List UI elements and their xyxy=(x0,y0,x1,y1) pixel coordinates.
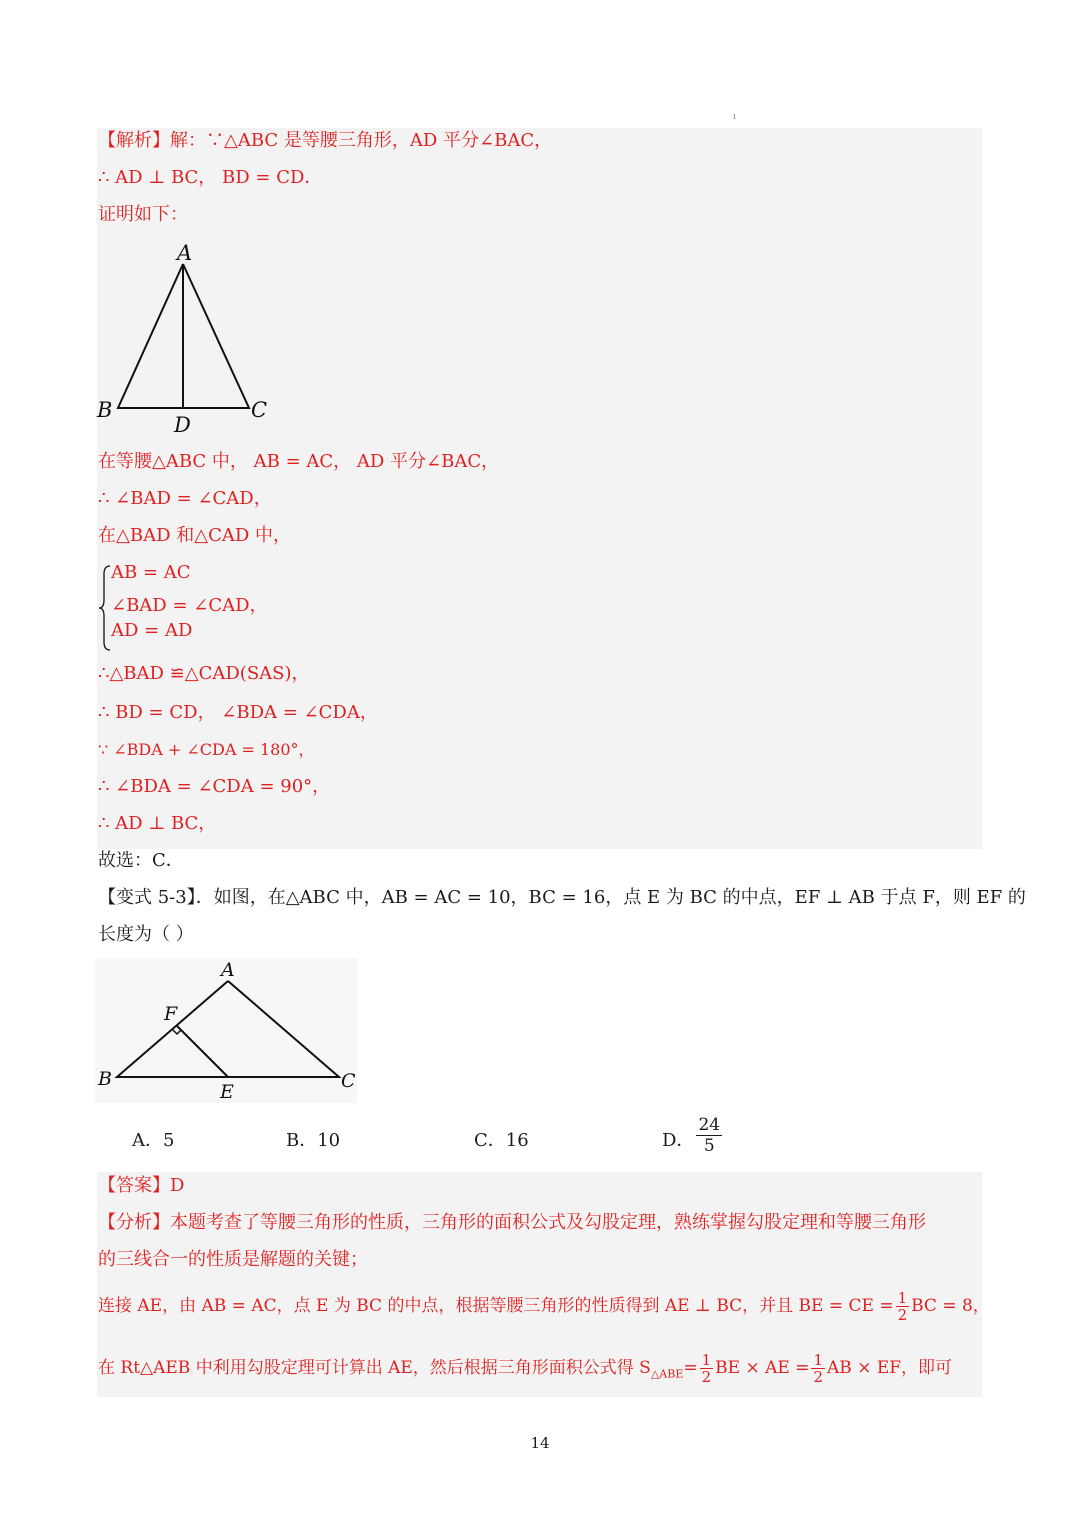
solution-line-9: ∵ ∠BDA + ∠CDA = 180°， xyxy=(98,740,315,759)
system-eq-2: ∠BAD = ∠CAD， xyxy=(111,595,268,616)
analysis-tag: 【解析】 xyxy=(98,130,170,151)
problem-line-2: 长度为（ ） xyxy=(98,924,194,945)
system-eq-1: AB = AC xyxy=(111,562,191,583)
triangle-figure-2 xyxy=(95,958,365,1103)
choice-line: 故选：C． xyxy=(98,850,184,871)
left-brace xyxy=(98,564,112,652)
label-B: B xyxy=(97,398,113,422)
option-a: A．5 xyxy=(132,1130,175,1151)
label-C: C xyxy=(251,398,268,422)
solution-line-10: ∴ ∠BDA = ∠CDA = 90°， xyxy=(98,776,331,797)
label-C: C xyxy=(341,1070,356,1092)
half-fraction: $\frac{1}{2}$ xyxy=(897,1289,908,1324)
label-B: B xyxy=(98,1068,112,1090)
problem-line-1: 【变式 5-3】．如图，在△ABC 中，AB = AC = 10，BC = 16，点 E 为 BC 的中点，EF ⊥ AB 于点 F，则 EF 的 xyxy=(98,887,1026,908)
header-mark: ı xyxy=(733,112,736,122)
solution-line-5: ∴ ∠BAD = ∠CAD， xyxy=(98,488,272,509)
solution-line-8: ∴ BD = CD， ∠BDA = ∠CDA， xyxy=(98,702,378,723)
option-b: B．10 xyxy=(286,1130,341,1151)
analysis-line-4: 在 Rt△AEB 中利用勾股定理可计算出 AE，然后根据三角形面积公式得 $S_{\triangle ABE}=$ $\frac{1}{2}$ BE × AE = $\frac{1}{2}$ AB × EF，即可 xyxy=(98,1351,953,1386)
label-A: A xyxy=(177,241,193,265)
analysis-line-1: 【分析】本题考查了等腰三角形的性质，三角形的面积公式及勾股定理，熟练掌握勾股定理和等腰三角形 xyxy=(98,1212,926,1233)
option-d-fraction: $\frac{24}{5}$ xyxy=(698,1114,721,1156)
solution-line-6: 在△BAD 和△CAD 中， xyxy=(98,525,291,546)
triangle-figure-1 xyxy=(95,240,285,440)
label-F: F xyxy=(164,1003,178,1025)
answer-tag: 【答案】 xyxy=(98,1175,170,1196)
solution-line-2: ∴ AD ⊥ BC， BD = CD． xyxy=(98,167,323,188)
half-fraction: $\frac{1}{2}$ xyxy=(813,1351,824,1386)
analysis-label: 【分析】 xyxy=(98,1212,170,1233)
analysis-line-2: 的三线合一的性质是解题的关键； xyxy=(98,1249,368,1270)
solution-line-7: ∴△BAD ≌△CAD(SAS)， xyxy=(98,663,310,684)
answer-line: 【答案】D xyxy=(98,1175,185,1196)
analysis-line-3: 连接 AE，由 AB = AC，点 E 为 BC 的中点，根据等腰三角形的性质得到 AE ⊥ BC，并且 BE = CE = $\frac{1}{2}$ BC = 8， xyxy=(98,1289,990,1324)
solution-line-11: ∴ AD ⊥ BC， xyxy=(98,813,217,834)
solution-line-4: 在等腰△ABC 中， AB = AC， AD 平分∠BAC， xyxy=(98,451,500,472)
label-A: A xyxy=(221,959,235,981)
option-c: C．16 xyxy=(474,1130,529,1151)
option-d: D． $\frac{24}{5}$ xyxy=(662,1114,721,1156)
system-eq-3: AD = AD xyxy=(111,620,193,641)
solution-line-1: 【解析】解：∵△ABC 是等腰三角形，AD 平分∠BAC， xyxy=(98,130,553,151)
page-number: 14 xyxy=(530,1434,550,1452)
label-E: E xyxy=(220,1081,234,1103)
solution-line-3: 证明如下： xyxy=(98,204,188,225)
half-fraction: $\frac{1}{2}$ xyxy=(701,1351,712,1386)
label-D: D xyxy=(174,413,191,437)
